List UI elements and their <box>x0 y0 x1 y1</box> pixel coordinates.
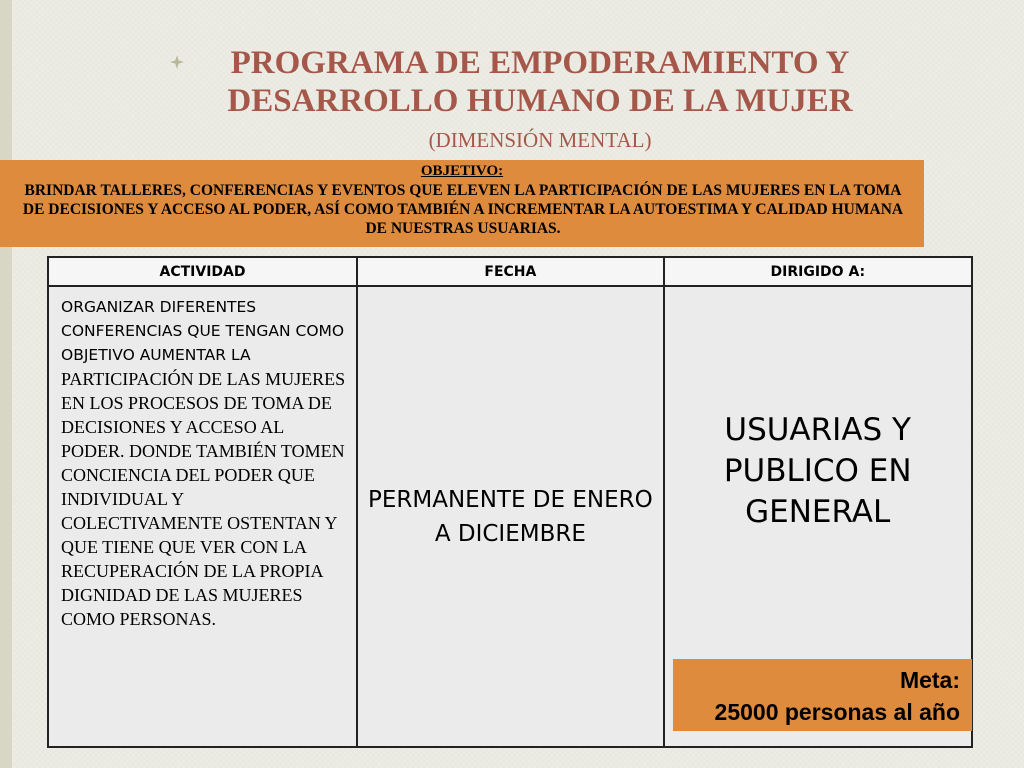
four-point-star-icon <box>170 55 184 69</box>
table-header-row <box>48 257 972 286</box>
objective-text: BRINDAR TALLERES, CONFERENCIAS Y EVENTOS QUE ELEVEN LA PARTICIPACIÓN DE LAS MUJERES EN LA TOMA DE DECISIONES Y ACCESO AL PODER, ASÍ COMO TAMBIÉN A INCREMENTAR LA AUTOESTIMA Y CALIDAD HUMANA DE NUESTRAS USUARIAS. <box>22 182 904 237</box>
page-title: PROGRAMA DE EMPODERAMIENTO Y DESARROLLO HUMANO DE LA MUJER <box>227 45 853 119</box>
header-dirigido: DIRIGIDO A: <box>664 257 972 286</box>
fecha-cell: PERMANENTE DE ENERO A DICIEMBRE <box>357 286 664 747</box>
activity-body-text: PARTICIPACIÓN DE LAS MUJERES EN LOS PROCESOS DE TOMA DE DECISIONES Y ACCESO AL PODER. DONDE TAMBIÉN TOMEN CONCIENCIA DEL PODER QUE INDIVIDUAL Y COLECTIVAMENTE OSTENTAN Y QUE TIENE QUE VER CON LA RECUPERACIÓN DE LA PROPIA DIGNIDAD DE LAS MUJERES COMO PERSONAS. <box>61 369 346 629</box>
activity-intro-text: ORGANIZAR DIFERENTES CONFERENCIAS QUE TENGAN COMO OBJETIVO AUMENTAR LA <box>61 298 345 364</box>
header-fecha: FECHA <box>357 257 664 286</box>
activity-cell <box>48 286 357 747</box>
meta-label: Meta: <box>899 667 960 693</box>
dirigido-text: USUARIAS Y PUBLICO EN GENERAL <box>723 412 912 530</box>
header-actividad: ACTIVIDAD <box>48 257 357 286</box>
page-subtitle: (DIMENSIÓN MENTAL) <box>428 128 652 152</box>
meta-box <box>673 659 972 731</box>
objective-box <box>0 160 924 247</box>
left-decorative-band <box>0 0 12 768</box>
objective-label: OBJETIVO: <box>420 163 504 179</box>
meta-value: 25000 personas al año <box>714 699 960 725</box>
